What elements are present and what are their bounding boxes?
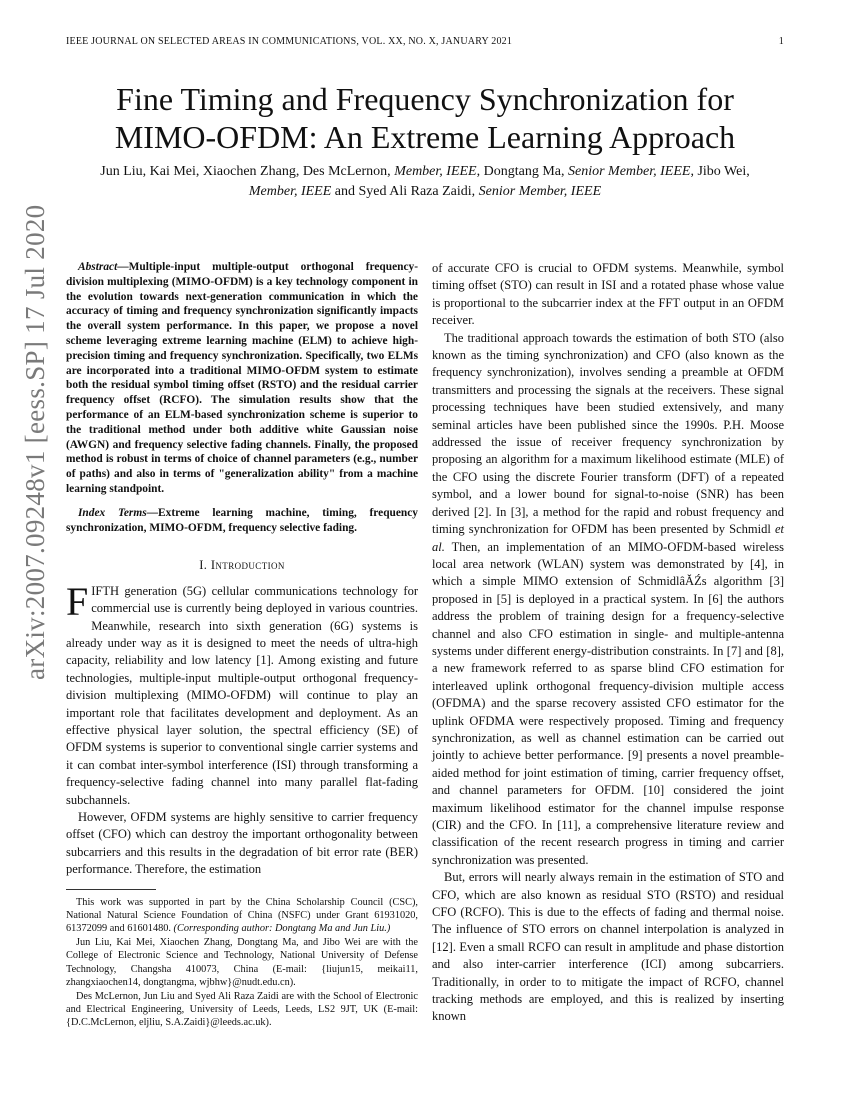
arxiv-stamp: arXiv:2007.09248v1 [eess.SP] 17 Jul 2020 — [20, 204, 50, 680]
index-terms-text: —Extreme learning machine, timing, frequency synchronization, MIMO-OFDM, frequency selective fading. — [66, 506, 419, 534]
drop-cap: F — [66, 578, 89, 624]
author-list — [90, 162, 760, 202]
footnote-funding — [66, 896, 418, 936]
journal-name: IEEE JOURNAL ON SELECTED AREAS IN COMMUNICATIONS, VOL. XX, NO. X, JANUARY 2021 — [66, 36, 513, 47]
right-column — [432, 260, 784, 1026]
author-affiliation: Senior Member, IEEE — [478, 184, 602, 199]
authors-part-1: Jun Liu, Kai Mei, Xiaochen Zhang, Des McLernon, — [100, 164, 395, 179]
index-terms-label: Index Terms — [78, 506, 147, 519]
footnote-affiliation-nudt: Jun Liu, Kai Mei, Xiaochen Zhang, Dongtang Ma, and Jibo Wei are with the College of Electronic Science and Technology, National University of Defense Technology, Changsha 410073, China (E-mail: {liujun15, meikai11, zhangxiaochen14, dongtangma, wjbhw}@nudt.edu.cn). — [66, 936, 418, 989]
authors-part-4: and Syed Ali Raza Zaidi, — [331, 184, 479, 199]
author-affiliation: Member, IEEE — [394, 164, 477, 179]
authors-part-3: , Jibo Wei, — [690, 164, 750, 179]
right-paragraph-1: of accurate CFO is crucial to OFDM systems. Meanwhile, symbol timing offset (STO) can result in ISI and a rotated phase whose value is proportional to the subcarrier index at the FFT output in an OFDM receiver. — [432, 261, 784, 328]
authors-part-2: , Dongtang Ma, — [476, 164, 568, 179]
right-paragraph-2-italic: et al. — [432, 522, 784, 554]
title-line-1: Fine Timing and Frequency Synchronization for — [116, 81, 734, 117]
corresponding-author-note: (Corresponding author: Dongtang Ma and Jun Liu.) — [173, 923, 391, 935]
footnote-affiliation-leeds: Des McLernon, Jun Liu and Syed Ali Raza Zaidi are with the School of Electronic and Electrical Engineering, University of Leeds, Leeds, LS2 9JT, UK (E-mail: {D.C.McLernon, eljliu, S.A.Zaidi}@leeds.ac.uk). — [66, 990, 418, 1029]
section-title: Introduction — [210, 558, 285, 573]
section-heading — [66, 557, 418, 574]
left-column — [66, 260, 418, 1030]
author-affiliation: Senior Member, IEEE — [568, 164, 691, 179]
title-line-2: MIMO-OFDM: An Extreme Learning Approach — [114, 119, 736, 155]
right-paragraph-2 — [432, 330, 784, 870]
intro-paragraph-2: However, OFDM systems are highly sensitive to carrier frequency offset (CFO) which can destroy the important orthogonality between subcarriers and this results in the degradation of bit error rate (BER) performance. Therefore, the estimation — [66, 810, 418, 877]
right-paragraph-2a: The traditional approach towards the estimation of both STO (also known as the timing synchronization) and CFO (also known as the frequency synchronization), involves sending a preamble at OFDM transmitters and processing the signals at the receivers. These signal processing techniques have been studied extensively, and many seminal articles have been published since the 1990s. P.H. Moose addressed the issue of receiver frequency synchronization by proposing an algorithm for a maximum likelihood estimate (MLE) of the CFO using the discrete Fourier transform (DFT) of a repeated symbol, and a lower bound for signal-to-noise (SNR) has been derived [2]. In [3], a method for the rapid and robust frequency and timing synchronization for OFDM has been presented by Schmidl — [432, 330, 784, 537]
page-number: 1 — [778, 36, 784, 47]
intro-paragraph-1-text: IFTH generation (5G) cellular communications technology for commercial use is currently being deployed in various countries. Meanwhile, research into sixth generation (6G) systems is already under way as it is designed to meet the needs of ultra-high capacity, reliability and low latency [1]. Among existing and future technologies, multiple-input multiple-output orthogonal frequency-division multiplexing (MIMO-OFDM) will continue to play an important role that facilitates development and deployment. As an effective physical layer solution, the spectral efficiency (SE) of OFDM systems is superior to conventional single carrier systems and it can combat inter-symbol interference (ISI) through transforming a frequency-selective fading channel into many parallel flat-fading subchannels. — [66, 583, 418, 807]
section-number: I. — [199, 558, 208, 573]
right-paragraph-3: But, errors will nearly always remain in the estimation of STO and CFO, which are also known as residual STO (RSTO) and residual CFO (RCFO). This is due to the effects of fading and thermal noise. The influence of STO errors on channel interpolation is analyzed in [12]. Even a small RCFO can result in amplitude and phase distortion and also inter-carrier interference (ICI) among subcarriers. Traditionally, in order to to mitigate the impact of RCFO, channel tracking methods are employed, and this is realized by inserting known — [432, 870, 784, 1024]
footnote-rule — [66, 889, 156, 890]
abstract — [66, 260, 418, 497]
running-head — [66, 36, 784, 47]
author-affiliation: Member, IEEE — [248, 184, 332, 199]
intro-paragraph-1 — [66, 578, 418, 809]
index-terms — [66, 506, 418, 536]
abstract-label: Abstract — [78, 261, 118, 273]
right-paragraph-2b: Then, an implementation of an MIMO-OFDM-based wireless local area network (WLAN) system was demonstrated by [4], in which a simple MIMO extension of SchmidlâĂŹs algorithm [3] proposed in [5] is deployed in a practical system. In [6] the authors address the problem of training design for a frequency-selective channel and also CFO estimation in single- and multiple-antenna systems under different energy-distribution constraints. In [7] and [8], a new framework referred to as sparse blind CFO estimation for interleaved uplink orthogonal frequency-division multiple access (OFDMA) and the sparse recovery assisted CFO estimator for the uplink OFDMA were respectively proposed. Timing and frequency synchronization, as well as channel estimation can be carried out jointly to achieve better performance. [9] presents a novel preamble-aided method for joint estimation of timing, carrier frequency offset, and channel parameters for OFDM. [10] considered the joint maximum likelihood estimator for the channel impulse response (CIR) and the CFO. In [11], a comprehensive literature review and classification of the recent research progress in timing and carrier synchronization was presented. — [432, 539, 784, 867]
paper-title — [66, 80, 784, 156]
footnote-funding-text: This work was supported in part by the China Scholarship Council (CSC), National Natural Science Foundation of China (NSFC) under Grant 61931020, 61372099 and 61601480. — [66, 896, 418, 935]
abstract-text: —Multiple-input multiple-output orthogonal frequency-division multiplexing (MIMO-OFDM) is a key technology component in the evolution towards next-generation communication in which the accuracy of timing and frequency synchronization significantly impacts the overall system performance. In this paper, we propose a novel scheme leveraging extreme learning machine (ELM) to achieve high-precision timing and frequency synchronization. Specifically, two ELMs are incorporated into a traditional MIMO-OFDM system to estimate both the residual symbol timing offset (RSTO) and the residual carrier frequency offset (RCFO). The simulation results show that the performance of an ELM-based synchronization scheme is superior to the traditional method under both additive white Gaussian noise (AWGN) and frequency selective fading channels. Finally, the proposed method is robust in terms of choice of channel parameters (e.g., number of paths) and also in terms of "generalization ability" from a machine learning standpoint. — [66, 261, 418, 495]
